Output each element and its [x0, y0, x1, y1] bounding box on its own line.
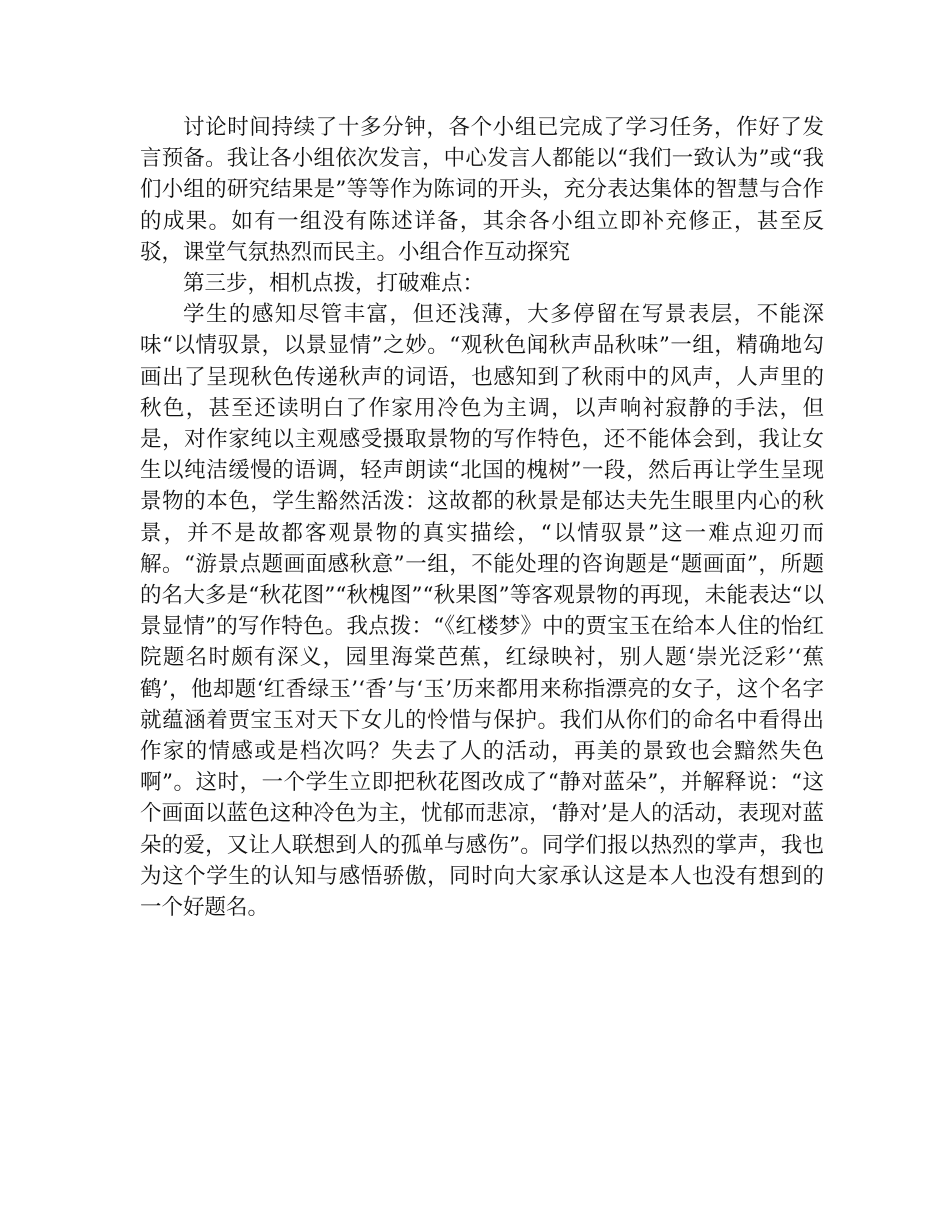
- paragraph-step-three: 第三步，相机点拨，打破难点：: [183, 271, 485, 297]
- paragraph-guidance: 学生的感知尽管丰富，但还浅薄，大多停留在写景表层，不能深味“以情驭景，以景显情”之妙。“观秋色闻秋声品秋味”一组，精确地勾画出了呈现秋色传递秋声的词语，也感知到了秋雨中的风声，人声里的秋色，甚至还读明白了作家用冷色为主调，以声响衬寂静的手法，但是，对作家纯以主观感受摄取景物的写作特色，还不能体会到，我让女生以纯洁缓慢的语调，轻声朗读“北国的槐树”一段，然后再让学生呈现景物的本色，学生豁然活泼：这故都的秋景是郁达夫先生眼里内心的秋景，并不是故都客观景物的真实描绘，“以情驭景”这一难点迎刃而解。“游景点题画面感秋意”一组，不能处理的咨询题是“题画面”，所题的名大多是“秋花图”“秋槐图”“秋果图”等客观景物的再现，未能表达“以景显情”的写作特色。我点拨：“《红楼梦》中的贾宝玉在给本人住的怡红院题名时颇有深义，园里海棠芭蕉，红绿映衬，别人题‘崇光泛彩’‘蕉鹤’，他却题‘红香绿玉’‘香’与‘玉’历来都用来称指漂亮的女子，这个名字就蕴涵着贾宝玉对天下女儿的怜惜与保护。我们从你们的命名中看得出作家的情感或是档次吗？失去了人的活动，再美的景致也会黯然失色啊”。这时，一个学生立即把秋花图改成了“静对蓝朵”，并解释说：“这个画面以蓝色这种冷色为主，忧郁而悲凉，‘静对’是人的活动，表现对蓝朵的爱，又让人联想到人的孤单与感伤”。同学们报以热烈的掌声，我也为这个学生的认知与感悟骄傲，同时向大家承认这是本人也没有想到的一个好题名。: [140, 302, 824, 921]
- paragraph-discussion: 讨论时间持续了十多分钟，各个小组已完成了学习任务，作好了发言预备。我让各小组依次发言，中心发言人都能以“我们一致认为”或“我们小组的研究结果是”等等作为陈词的开头，充分表达集体的智慧与合作的成果。如有一组没有陈述详备，其余各小组立即补充修正，甚至反驳，课堂气氛热烈而民主。小组合作互动探究: [140, 115, 824, 265]
